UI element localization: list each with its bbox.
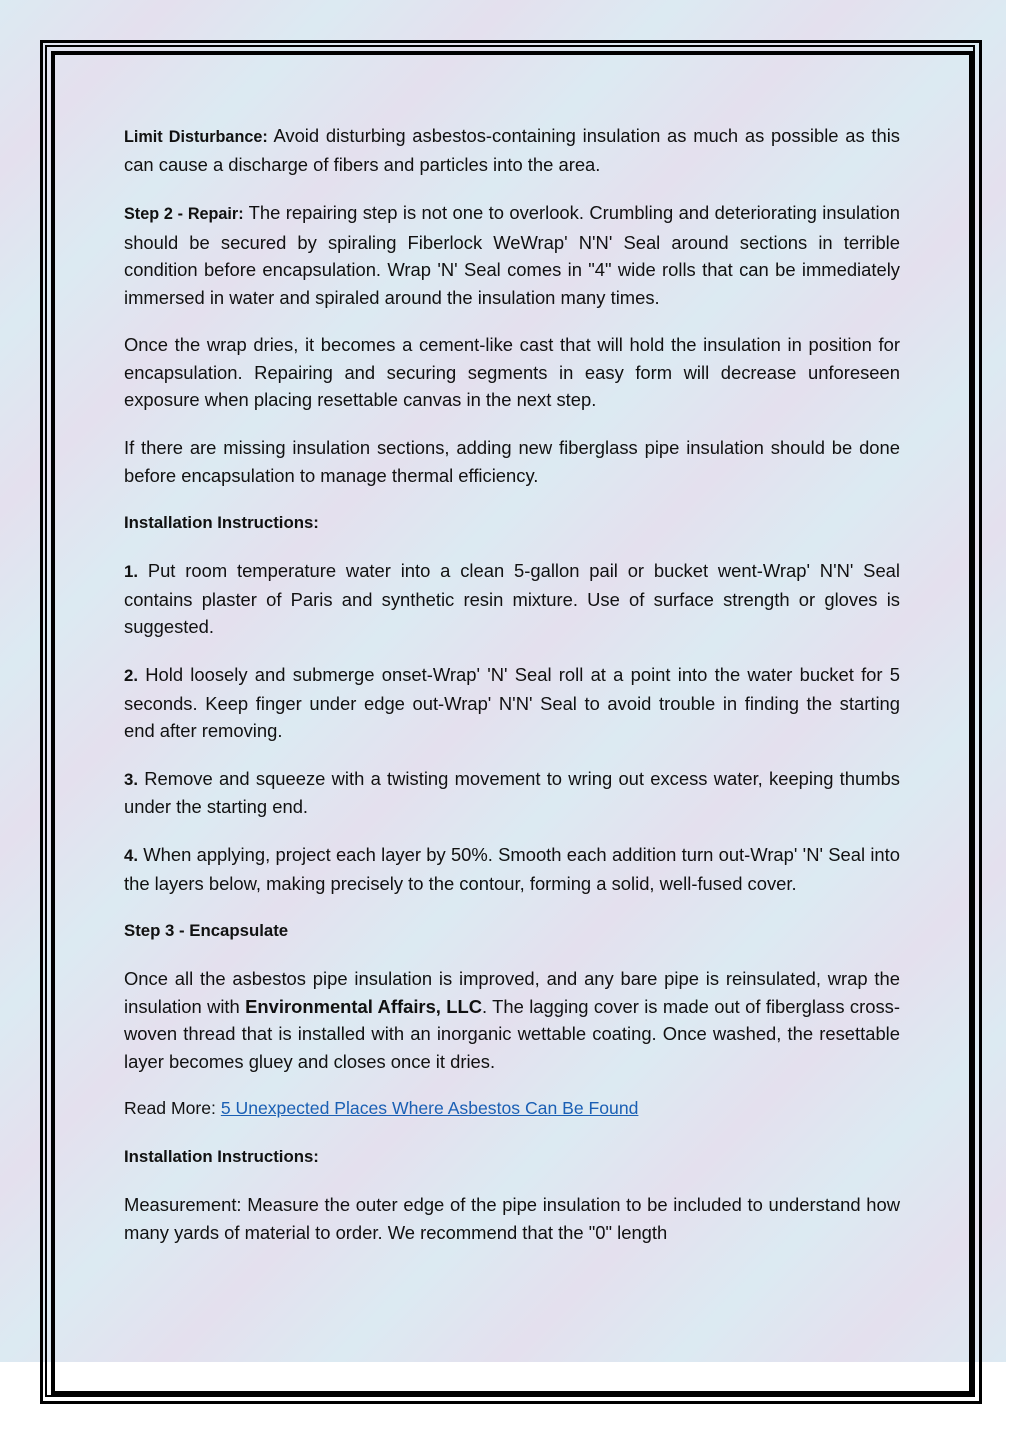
step-number: 2. <box>124 666 138 686</box>
read-more-line <box>124 1095 900 1122</box>
section-heading-encapsulate: Step 3 - Encapsulate <box>124 921 289 941</box>
paragraph-missing-insulation: If there are missing insulation sections, adding new fiberglass pipe insulation should be done before encapsulation to manage thermal efficiency. <box>124 437 900 486</box>
instruction-step-1 <box>124 557 900 640</box>
step-text: Remove and squeeze with a twisting movement to wring out excess water, keeping thumbs under the starting end. <box>124 767 900 818</box>
step-number: 1. <box>124 562 138 582</box>
section-heading-installation-2: Installation Instructions: <box>124 1147 319 1167</box>
instruction-step-4 <box>124 841 900 897</box>
paragraph-wrap-dries: Once the wrap dries, it becomes a cement-like cast that will hold the insulation in position for encapsulation. Repairing and securing segments in easy form will decrease unforeseen exposure when placing resettable canvas in the next step. <box>124 334 900 411</box>
paragraph-text: The repairing step is not one to overlook. Crumbling and deteriorating insulation should be secured by spiraling Fiberlock WeWrap' N'N' Seal around sections in terrible condition before encapsulation. Wrap 'N' Seal comes in "4" wide rolls that can be immediately immersed in water and spiraled around the insulation many times. <box>124 202 900 308</box>
read-more-link[interactable]: 5 Unexpected Places Where Asbestos Can Be Found <box>220 1098 639 1119</box>
company-name: Environmental Affairs, LLC <box>245 995 483 1017</box>
step-text: When applying, project each layer by 50%. Smooth each addition turn out-Wrap' 'N' Seal into the layers below, making precisely to the contour, forming a solid, well-fused cover. <box>124 844 900 894</box>
step-number: 4. <box>124 846 138 866</box>
paragraph-step-2-repair <box>124 199 900 311</box>
paragraph-label: Limit Disturbance: <box>124 128 268 146</box>
paragraph-limit-disturbance <box>124 122 900 179</box>
paragraph-text: Avoid disturbing asbestos-containing insulation as much as possible as this can cause a discharge of fibers and particles into the area. <box>124 125 901 176</box>
step-text: Put room temperature water into a clean 5-gallon pail or bucket went-Wrap' N'N' Seal contains plaster of Paris and synthetic resin mixture. Use of surface strength or gloves is suggested. <box>124 560 900 638</box>
paragraph-encapsulate <box>124 965 900 1075</box>
document-body <box>124 122 900 1267</box>
section-heading-installation: Installation Instructions: <box>124 513 319 533</box>
paragraph-text: Once all the asbestos pipe insulation is improved, and any bare pipe is reinsulated, wrap the insulation with <box>124 968 900 1017</box>
paragraph-text: . The lagging cover is made out of fiberglass cross-woven thread that is installed with an inorganic wettable coating. Once washed, the resettable layer becomes gluey and closes once it dries. <box>124 995 900 1072</box>
instruction-step-2 <box>124 661 900 744</box>
paragraph-label: Step 2 - Repair: <box>124 205 244 224</box>
read-more-label: Read More: <box>124 1098 221 1119</box>
step-text: Hold loosely and submerge onset-Wrap' 'N' Seal roll at a point into the water bucket for 5 seconds. Keep finger under edge out-Wrap' N'N' Seal to avoid trouble in finding the starting end after removing. <box>124 664 900 741</box>
instruction-step-3 <box>124 765 900 821</box>
step-number: 3. <box>124 769 138 789</box>
paragraph-measurement: Measurement: Measure the outer edge of the pipe insulation to be included to understand how many yards of material to order. We recommend that the "0" length <box>124 1194 900 1243</box>
